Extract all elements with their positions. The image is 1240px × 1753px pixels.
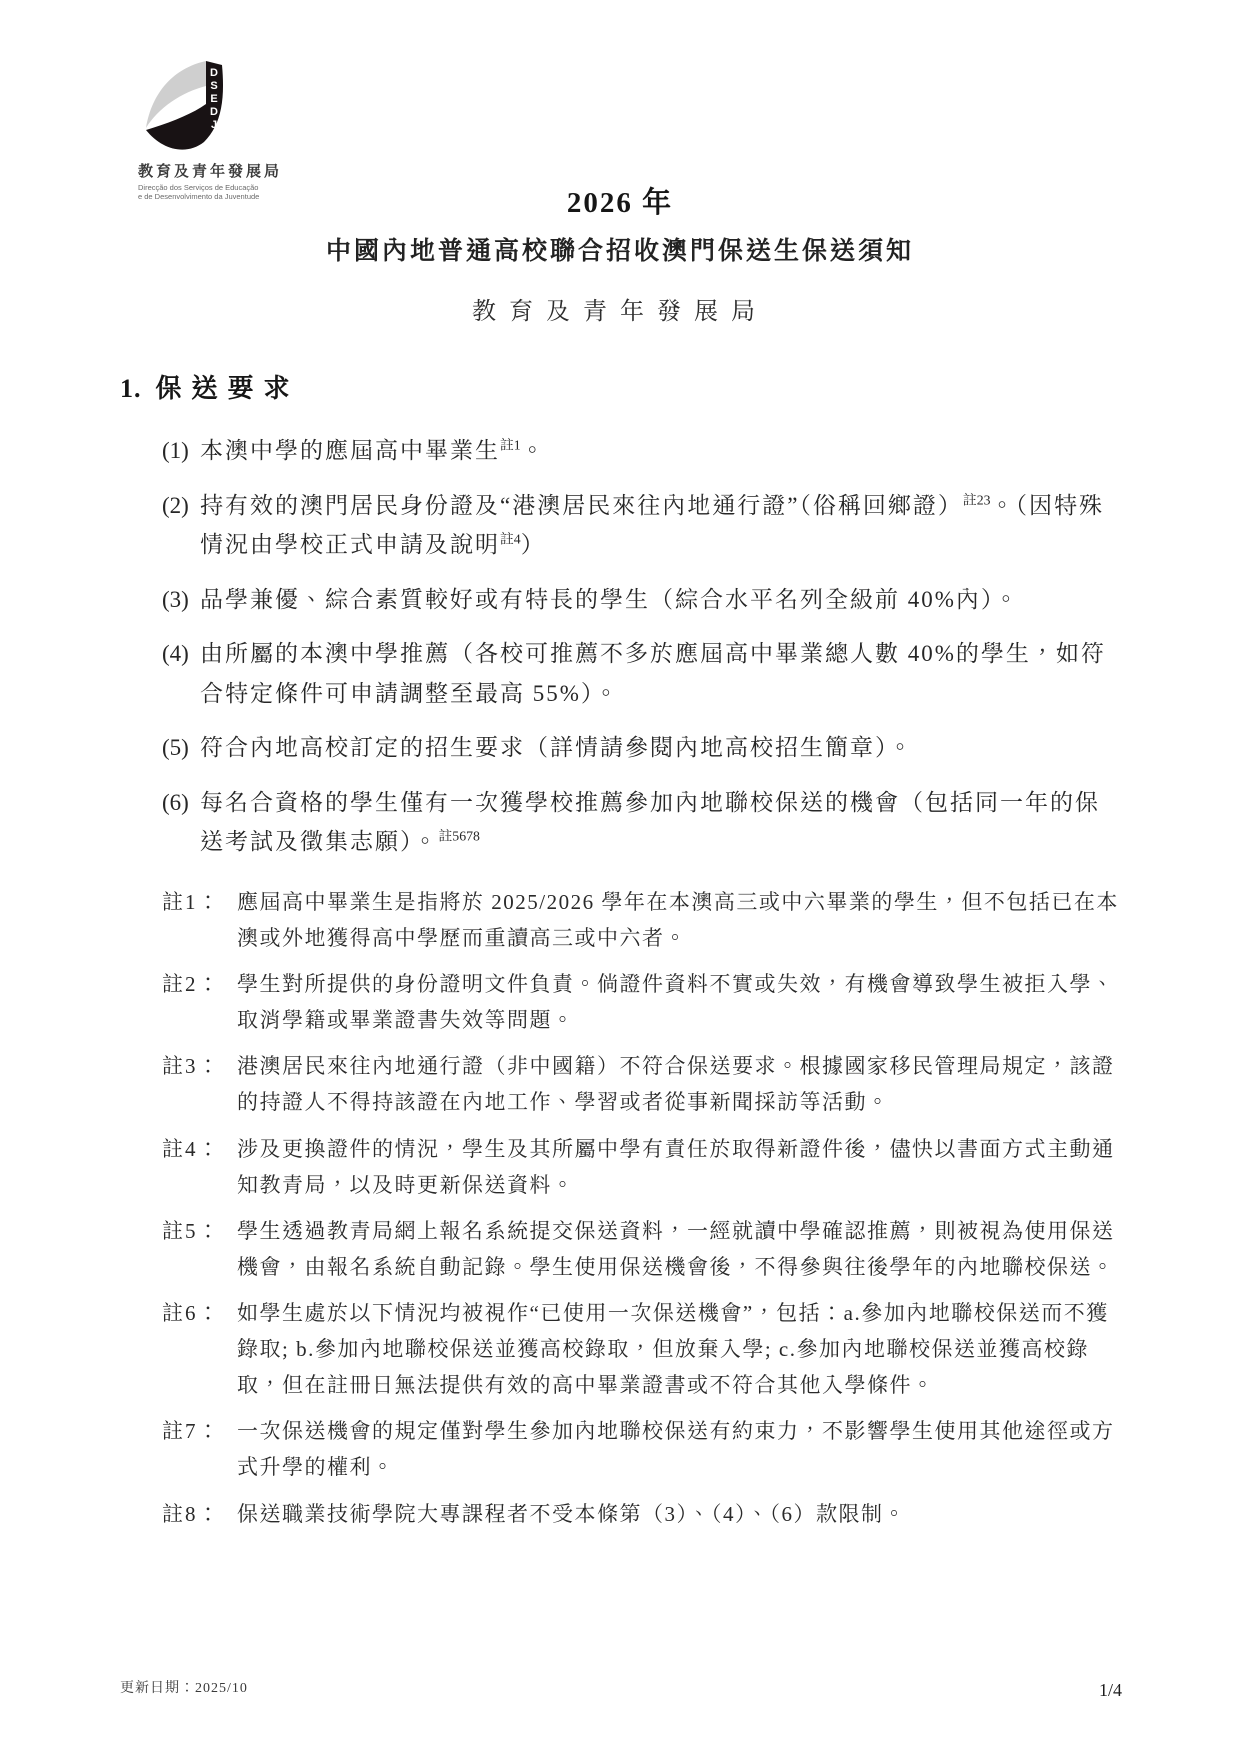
footnote-reference: 註5678: [438, 828, 480, 844]
requirement-list: [120, 431, 1120, 862]
item-number: (5): [162, 735, 189, 761]
logo-pt-line1: Direcção dos Serviços de Educação: [138, 183, 259, 192]
requirement-item: [120, 634, 1120, 713]
footer-page-number: 1/4: [1098, 1680, 1122, 1700]
issuing-authority: 教育及青年發展局: [472, 299, 768, 325]
footnote-label: 註4：: [162, 1136, 221, 1161]
document-title: 中國內地普通高校聯合招收澳門保送生保送須知: [325, 238, 914, 265]
item-text: 符合內地高校訂定的招生要求（詳情請參閱內地高校招生簡章）。: [200, 735, 914, 761]
requirement-item: [120, 486, 1120, 565]
requirement-item: [120, 728, 1120, 768]
footnote-reference: 註4: [500, 531, 521, 547]
footnote-item: [120, 966, 1120, 1038]
footnote-text: 應屆高中畢業生是指將於 2025/2026 學年在本澳高三或中六畢業的學生，但不包括已在本澳或外地獲得高中學歷而重讀高三或中六者。: [237, 889, 1119, 951]
footnote-item: [120, 884, 1120, 956]
item-text: 品學兼優、綜合素質較好或有特長的學生（綜合水平名列全級前 40%內）。: [200, 586, 1020, 612]
footnote-text: 如學生處於以下情況均被視作“已使用一次保送機會”，包括：a.參加內地聯校保送而不獲錄取; b.參加內地聯校保送並獲高校錄取，但放棄入學; c.參加內地聯校保送並獲高校錄取，但在註冊日無法提供有效的高中畢業證書或不符合其他入學條件。: [237, 1301, 1109, 1398]
item-text: 本澳中學的應屆高中畢業生$^{註1}$。: [200, 437, 546, 463]
footnote-item: [120, 1295, 1120, 1403]
requirement-item: [120, 580, 1120, 620]
logo-pt-line2: e de Desenvolvimento da Juventude: [138, 192, 260, 202]
logo-name-portuguese: [138, 183, 368, 202]
footnote-label: 註7：: [162, 1419, 221, 1444]
item-text: 每名合資格的學生僅有一次獲學校推薦參加內地聯校保送的機會（包括同一年的保送考試及徵集志願）。$^{註5678}$: [200, 789, 1100, 855]
footnote-text: 保送職業技術學院大專課程者不受本條第（3）、（4）、（6）款限制。: [237, 1501, 906, 1526]
dsedj-logo-graphic: [138, 52, 234, 158]
item-number: (6): [162, 789, 189, 815]
footnote-item: [120, 1413, 1120, 1485]
footnote-label: 註2：: [162, 972, 221, 997]
item-number: (4): [162, 641, 189, 667]
footnote-text: 港澳居民來往內地通行證（非中國籍）不符合保送要求。根據國家移民管理局規定，該證的持證人不得持該證在內地工作、學習或者從事新聞採訪等活動。: [237, 1054, 1115, 1115]
item-text: 持有效的澳門居民身份證及“港澳居民來往內地通行證”（俗稱回鄉證）$^{註23}$。（因特殊情況由學校正式申請及說明$^{註4}$）: [200, 491, 1105, 558]
footnote-item: [120, 1213, 1120, 1285]
footnote-text: 涉及更換證件的情況，學生及其所屬中學有責任於取得新證件後，儘快以書面方式主動通知教青局，以及時更新保送資料。: [237, 1136, 1115, 1197]
footnote-label: 註6：: [162, 1301, 221, 1326]
footnote-text: 學生透過教青局網上報名系統提交保送資料，一經就讀中學確認推薦，則被視為使用保送機會，由報名系統自動記錄。學生使用保送機會後，不得參與往後學年的內地聯校保送。: [237, 1218, 1115, 1279]
item-text: 由所屬的本澳中學推薦（各校可推薦不多於應屆高中畢業總人數 40%的學生，如符合特定條件可申請調整至最高 55%）。: [200, 641, 1106, 706]
item-number: (2): [162, 492, 189, 518]
section-number: 1.: [120, 374, 142, 403]
dsedj-acronym-text: D S E D J: [210, 67, 218, 131]
section-heading: [120, 368, 1120, 405]
footnote-item: [120, 1131, 1120, 1203]
footnote-label: 註3：: [162, 1054, 221, 1079]
requirement-item: [120, 783, 1120, 862]
document-body: [0, 368, 1240, 1532]
footnote-reference: 註1: [500, 437, 521, 453]
item-number: (1): [162, 438, 189, 463]
footnote-reference: 註23: [962, 491, 991, 507]
footnote-label: 註5：: [162, 1218, 221, 1243]
footnote-item: [120, 1496, 1120, 1532]
footnote-item: [120, 1048, 1120, 1120]
dsedj-logo: [138, 52, 368, 202]
footnote-text: 學生對所提供的身份證明文件負責。倘證件資料不實或失效，有機會導致學生被拒入學、取消學籍或畢業證書失效等問題。: [237, 972, 1115, 1033]
footnote-list: [120, 884, 1120, 1532]
footnote-label: 註8：: [162, 1501, 221, 1526]
section-title: 保送要求: [155, 374, 300, 403]
footnote-label: 註1：: [162, 889, 221, 914]
footnote-text: 一次保送機會的規定僅對學生參加內地聯校保送有約束力，不影響學生使用其他途徑或方式升學的權利。: [237, 1419, 1115, 1480]
logo-name-chinese: 教育及青年發展局: [138, 163, 283, 180]
footer-update-date: 更新日期：2025/10: [120, 1681, 248, 1696]
requirement-item: [120, 431, 1120, 471]
title-year: 2026 年: [566, 187, 674, 219]
item-number: (3): [162, 586, 189, 612]
